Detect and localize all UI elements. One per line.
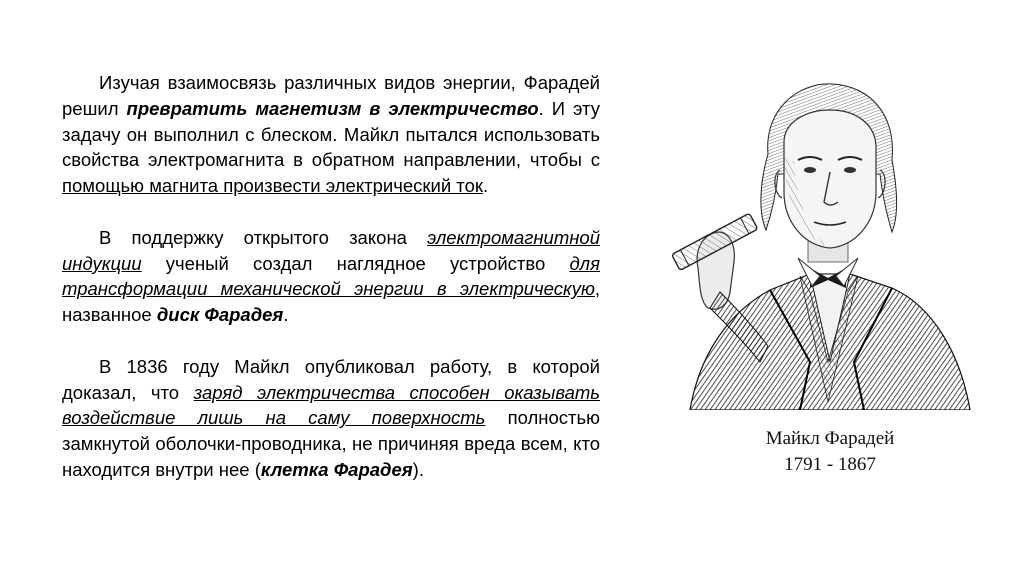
text-segment: В поддержку открытого закона [99,226,428,248]
portrait-caption [700,426,960,478]
text-segment: ученый создал наглядное устройство [141,252,570,274]
text-segment: Изучая взаимосвязь различных видов энергии, Фарадей решил [62,72,600,119]
emphasis-text: клетка Фарадея [260,458,413,480]
emphasis-text: превратить магнетизм в электричество [126,97,539,119]
engraved-portrait-image [660,62,996,410]
text-segment: . [283,304,289,326]
emphasis-text: диск Фарадея [156,304,284,326]
caption-years: 1791 - 1867 [784,454,876,475]
paragraph-1 [62,70,600,199]
underlined-italic-text: электромагнитной индукции [62,226,600,274]
text-segment: , названное [62,278,600,326]
underlined-italic-text: заряд электричества способен оказывать воздействие лишь на саму поверхность [62,381,600,429]
text-segment: В 1836 году Майкл опубликовал работу, в которой доказал, что [62,355,600,403]
text-segment: . И эту задачу он выполнил с блеском. Майкл пытался использовать свойства электромагнита в обратном направлении, чтобы с [62,97,600,171]
paragraph-2 [62,225,600,328]
text-segment: ). [412,458,424,480]
portrait-image [660,62,996,410]
underlined-italic-text: для трансформации механической энергии в электрическую [62,252,600,300]
main-text [62,70,600,509]
text-segment: полностью замкнутой оболочки-проводника, не причиняя вреда всем, кто находится внутри нее ( [62,407,601,480]
underlined-text: помощью магнита произвести электрический ток [62,175,483,197]
paragraph-3 [62,354,600,483]
text-segment: . [482,175,489,197]
caption-name: Майкл Фарадей [765,428,895,449]
